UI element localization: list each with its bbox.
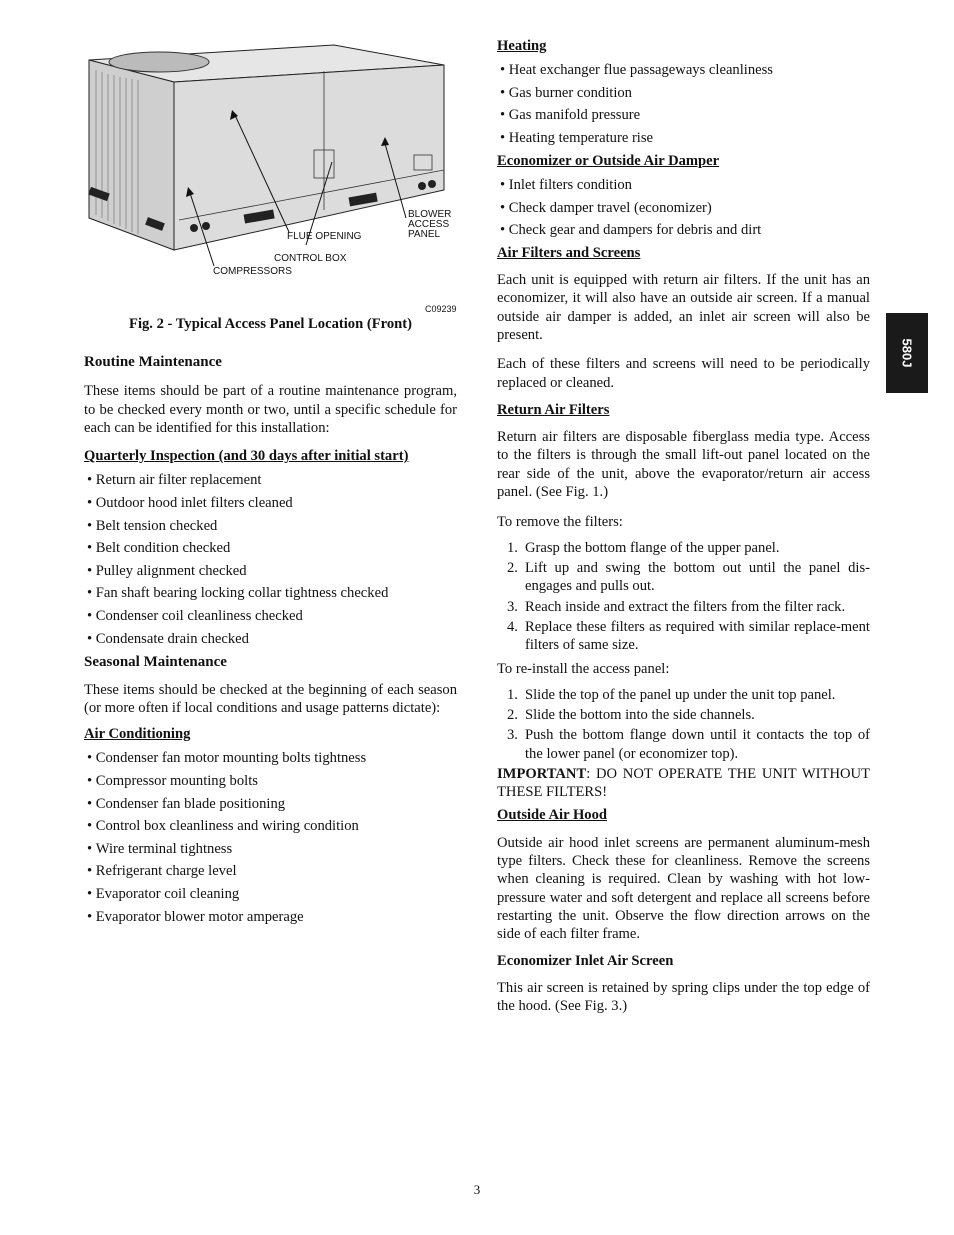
- list-item: 2. Slide the bottom into the side channels.: [507, 706, 755, 723]
- air-filters-text-1: Each unit is equipped with return air filters. If the unit has an economizer, it will also have an outside air screen. If a manual outside air damper is added, an inlet air screen will also be present.: [497, 272, 870, 343]
- list-item: • Condensate drain checked: [84, 628, 457, 651]
- list-item: 3. Reach inside and extract the filters from the filter rack.: [507, 598, 846, 615]
- economizer-inlet-screen-heading: Economizer Inlet Air Screen: [497, 952, 674, 969]
- economizer-list: [497, 174, 870, 242]
- heating-heading: Heating: [497, 38, 547, 54]
- remove-filters-intro: To remove the filters:: [497, 514, 623, 531]
- list-item: • Fan shaft bearing locking collar tightness checked: [84, 582, 457, 605]
- right-column: [497, 37, 870, 1015]
- list-item: • Control box cleanliness and wiring condition: [84, 815, 457, 838]
- label-flue-opening: FLUE OPENING: [287, 231, 362, 242]
- list-item: • Condenser fan motor mounting bolts tightness: [84, 747, 457, 770]
- air-filters-heading: Air Filters and Screens: [497, 244, 641, 261]
- important-text: : DO NOT OPERATE THE UNIT WITHOUT THESE FILTERS!: [497, 765, 870, 801]
- list-item: • Heat exchanger flue passageways cleanliness: [497, 59, 870, 82]
- list-item: • Belt tension checked: [84, 515, 457, 538]
- list-item: • Condenser fan blade positioning: [84, 793, 457, 816]
- label-blower-access-panel: [408, 210, 451, 240]
- page-number: 3: [473, 1182, 481, 1197]
- return-air-filters-heading: Return Air Filters: [497, 401, 610, 418]
- left-column: [84, 353, 457, 928]
- label-blower-line-1: BLOWER: [408, 209, 452, 220]
- list-item: • Inlet filters condition: [497, 174, 870, 197]
- list-item: • Check gear and dampers for debris and dirt: [497, 219, 870, 242]
- list-item: • Refrigerant charge level: [84, 860, 457, 883]
- list-item: 3. Push the bottom flange down until it contacts the top of the lower panel (or economizer top).: [507, 727, 870, 762]
- list-item: • Heating temperature rise: [497, 127, 870, 150]
- quarterly-list: [84, 469, 457, 650]
- heating-list: [497, 59, 870, 149]
- economizer-inlet-screen-text: This air screen is retained by spring clips under the top edge of the hood. (See Fig. 3.): [497, 979, 870, 1015]
- routine-maintenance-heading: Routine Maintenance: [84, 354, 222, 370]
- list-item: • Pulley alignment checked: [84, 560, 457, 583]
- figure-code: C09239: [425, 304, 457, 314]
- list-item: 1. Grasp the bottom flange of the upper panel.: [507, 539, 780, 556]
- list-item: 2. Lift up and swing the bottom out until the panel dis-engages and pulls out.: [507, 559, 870, 595]
- list-item: • Gas burner condition: [497, 82, 870, 105]
- seasonal-maintenance-heading: Seasonal Maintenance: [84, 654, 227, 671]
- economizer-heading: Economizer or Outside Air Damper: [497, 152, 720, 169]
- air-filters-text-2: Each of these filters and screens will need to be periodically replaced or cleaned.: [497, 356, 870, 391]
- remove-filters-steps: [497, 539, 870, 655]
- outside-air-hood-text: Outside air hood inlet screens are permanent aluminum-mesh type filters. Check these for cleanliness. Remove the screens when cleaning is required. Clean by washing with hot low-pressure water and soft detergent and replace all screens before restarting the unit. Observe the flow direction arrows on the side of each filter frame.: [497, 834, 870, 943]
- list-item: • Evaporator blower motor amperage: [84, 906, 457, 929]
- important-notice: [497, 765, 870, 802]
- reinstall-intro: To re-install the access panel:: [497, 661, 670, 678]
- reinstall-steps: [497, 686, 870, 763]
- label-control-box: CONTROL BOX: [274, 253, 347, 264]
- list-item: • Evaporator coil cleaning: [84, 883, 457, 906]
- quarterly-inspection-heading: Quarterly Inspection (and 30 days after initial start): [84, 448, 409, 465]
- list-item: • Gas manifold pressure: [497, 104, 870, 127]
- rooftop-unit-illustration: [84, 40, 459, 285]
- list-item: 1. Slide the top of the panel up under the unit top panel.: [507, 686, 836, 703]
- figure: [84, 40, 459, 315]
- important-label: IMPORTANT: [497, 765, 587, 782]
- model-side-tab: [886, 313, 928, 393]
- list-item: • Outdoor hood inlet filters cleaned: [84, 492, 457, 515]
- list-item: • Belt condition checked: [84, 537, 457, 560]
- label-blower-line-2: ACCESS: [408, 219, 450, 230]
- list-item: • Wire terminal tightness: [84, 838, 457, 861]
- list-item: • Return air filter replacement: [84, 469, 457, 492]
- list-item: 4. Replace these filters as required with similar replace-ment filters of same size.: [507, 618, 870, 654]
- label-compressors: COMPRESSORS: [213, 266, 292, 277]
- list-item: • Check damper travel (economizer): [497, 197, 870, 220]
- figure-caption: Fig. 2 - Typical Access Panel Location (Front): [129, 316, 412, 332]
- air-conditioning-heading: Air Conditioning: [84, 726, 191, 743]
- seasonal-maintenance-text: These items should be checked at the beginning of each season (or more often if local conditions and usage patterns dictate):: [84, 681, 457, 716]
- routine-maintenance-text: These items should be part of a routine maintenance program, to be checked every month or two, until a specific schedule for each can be identified for this installation:: [84, 383, 457, 436]
- model-label: 580J: [899, 338, 915, 368]
- list-item: • Condenser coil cleanliness checked: [84, 605, 457, 628]
- air-conditioning-list: [84, 747, 457, 928]
- list-item: • Compressor mounting bolts: [84, 770, 457, 793]
- label-blower-line-3: PANEL: [408, 229, 441, 240]
- outside-air-hood-heading: Outside Air Hood: [497, 807, 608, 824]
- return-air-filters-text: Return air filters are disposable fiberglass media type. Access to the filters is through the small lift-out panel located on the rear side of the unit, above the evaporator/return air access panel. (See Fig. 1.): [497, 429, 870, 501]
